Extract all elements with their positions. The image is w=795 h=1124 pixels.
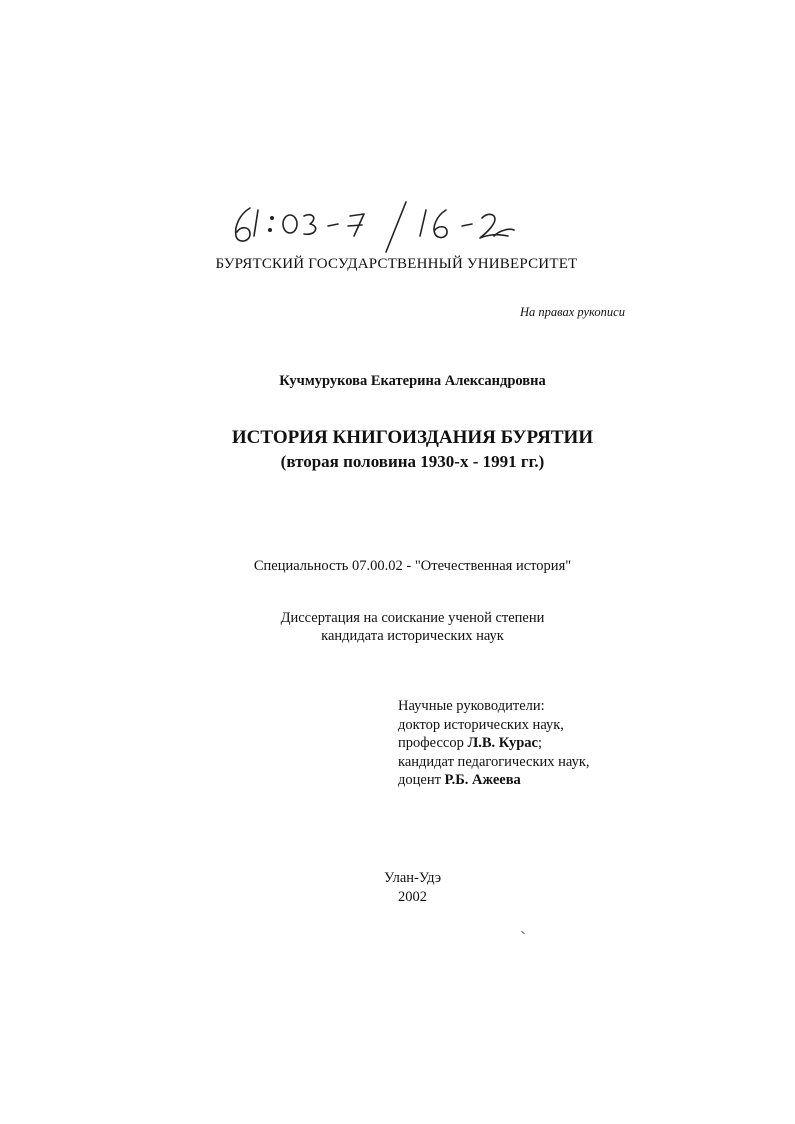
- degree-line-2: кандидата исторических наук: [321, 628, 504, 644]
- author-name: Кучмурукова Екатерина Александровна: [279, 373, 546, 389]
- dissertation-title: ИСТОРИЯ КНИГОИЗДАНИЯ БУРЯТИИ: [231, 427, 594, 448]
- university-name: БУРЯТСКИЙ ГОСУДАРСТВЕННЫЙ УНИВЕРСИТЕТ: [215, 256, 578, 272]
- supervisor-1-degree: доктор исторических наук,: [398, 716, 564, 733]
- degree-statement: [0, 609, 795, 645]
- degree-line-1: Диссертация на соискание ученой степени: [280, 610, 545, 626]
- supervisors-heading: Научные руководители:: [398, 698, 545, 714]
- supervisor-2-line: [398, 771, 590, 790]
- specialty-line: Специальность 07.00.02 - "Отечественная история": [253, 558, 572, 574]
- supervisor-2-title: доцент: [398, 772, 445, 788]
- place-and-year: [0, 869, 795, 907]
- supervisor-1-name: Л.В. Курас: [467, 735, 538, 751]
- place: Улан-Удэ: [383, 870, 442, 886]
- manuscript-rights-note: На правах рукописи: [520, 305, 625, 319]
- supervisors-block: [398, 697, 590, 790]
- supervisor-1-title: профессор: [398, 735, 468, 751]
- scan-speck: [521, 931, 525, 934]
- supervisor-2-name: Р.Б. Ажеева: [444, 772, 521, 788]
- supervisor-2-degree: кандидат педагогических наук,: [398, 753, 590, 770]
- dissertation-subtitle: (вторая половина 1930-х - 1991 гг.): [280, 452, 545, 471]
- year: 2002: [398, 889, 427, 905]
- handwritten-shelfmark: [228, 196, 518, 254]
- supervisor-1-separator: ;: [537, 735, 542, 751]
- supervisor-1-line: [398, 734, 590, 753]
